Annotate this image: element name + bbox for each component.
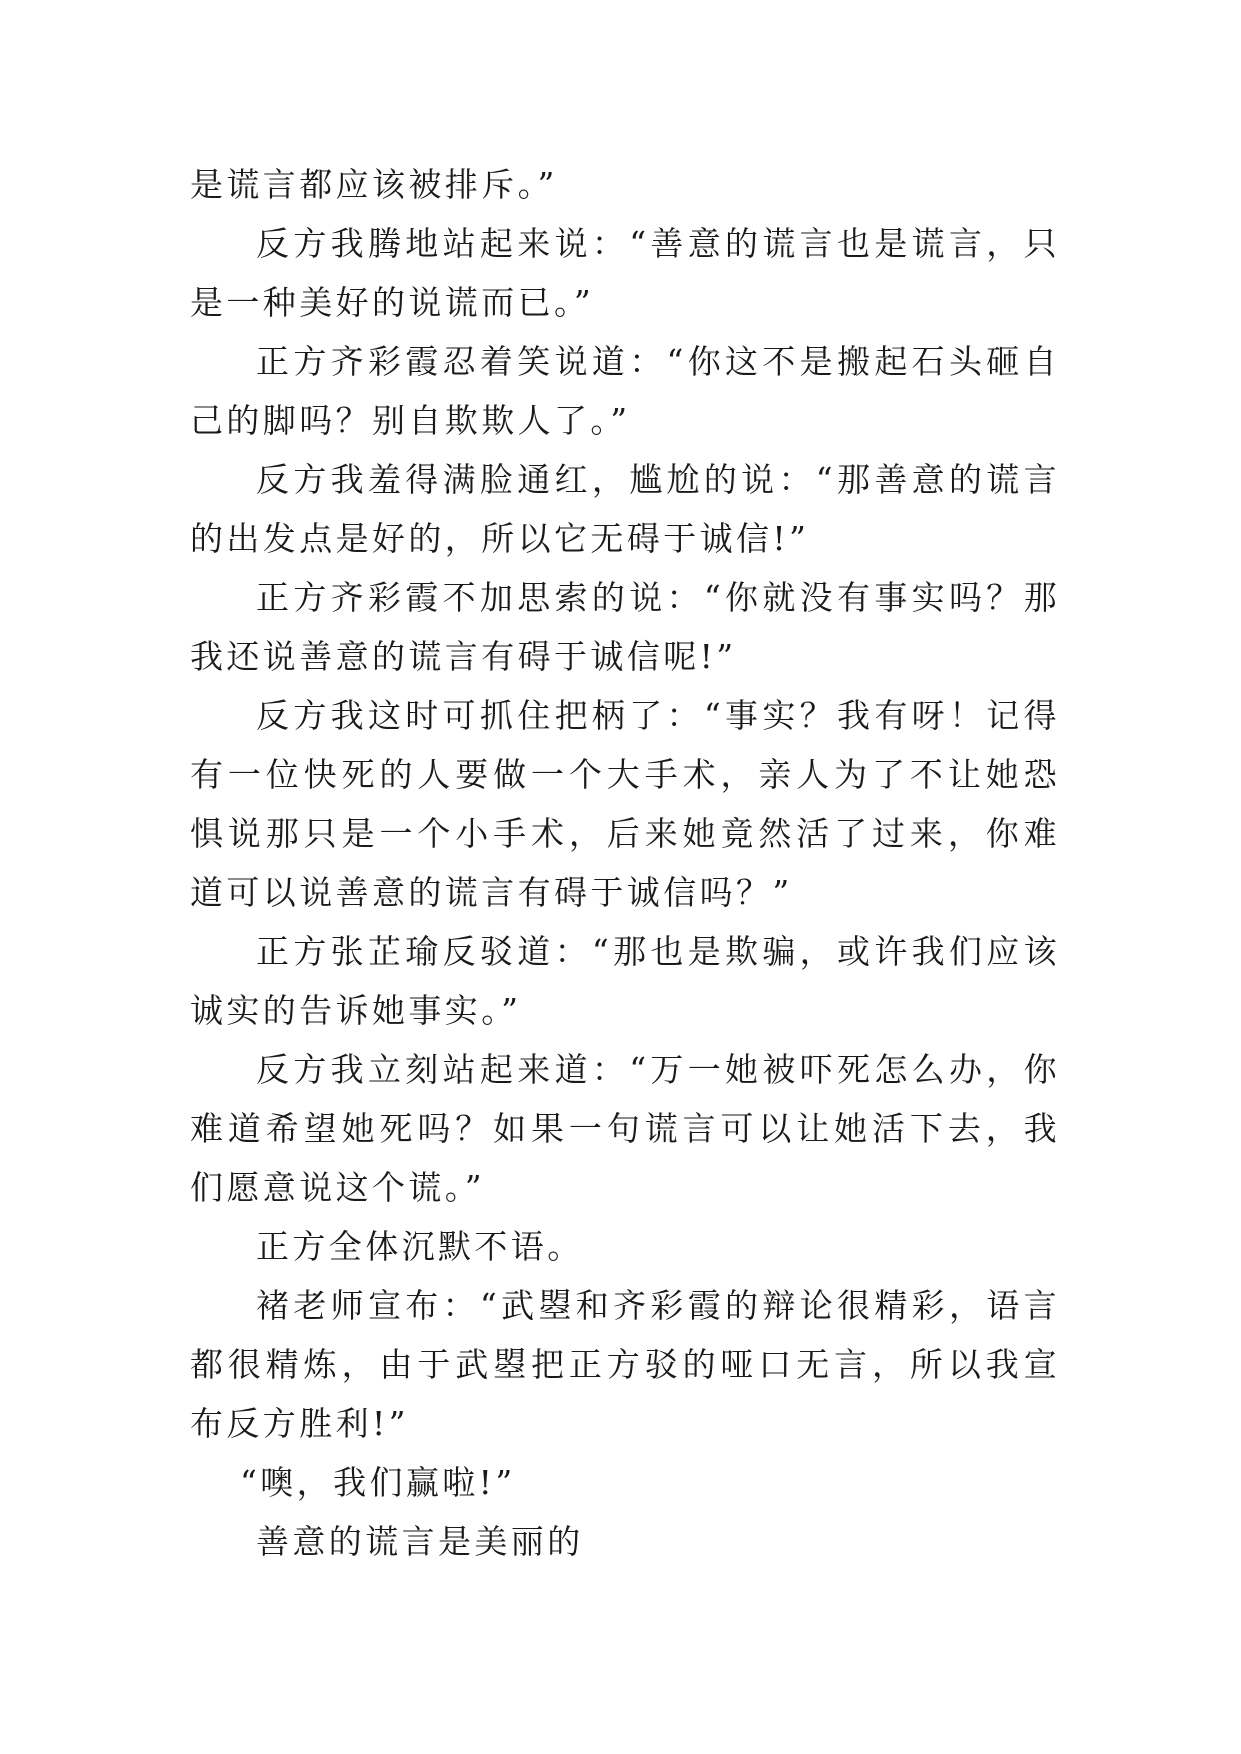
paragraph: “噢，我们赢啦!”: [240, 1463, 516, 1502]
paragraph-continuation: 是谎言都应该被排斥。”: [190, 165, 558, 204]
paragraph: 反方我立刻站起来道：“万一她被吓死怎么办，你难道希望她死吗？如果一句谎言可以让她活下去，我们愿意说这个谎。”: [190, 1050, 1060, 1207]
document-body: [190, 155, 1060, 1571]
paragraph: 反方我羞得满脸通红，尴尬的说：“那善意的谎言的出发点是好的，所以它无碍于诚信!”: [190, 460, 1060, 558]
paragraph: 正方张芷瑜反驳道：“那也是欺骗，或许我们应该诚实的告诉她事实。”: [190, 932, 1060, 1030]
paragraph: 正方全体沉默不语。: [256, 1227, 584, 1266]
paragraph: 褚老师宣布：“武曌和齐彩霞的辩论很精彩，语言都很精炼，由于武曌把正方驳的哑口无言，所以我宣布反方胜利!”: [190, 1286, 1060, 1443]
paragraph: 正方齐彩霞不加思索的说：“你就没有事实吗？那我还说善意的谎言有碍于诚信呢!”: [190, 578, 1060, 676]
paragraph: 正方齐彩霞忍着笑说道：“你这不是搬起石头砸自己的脚吗？别自欺欺人了。”: [190, 342, 1060, 440]
paragraph: 善意的谎言是美丽的: [256, 1522, 584, 1561]
paragraph: 反方我这时可抓住把柄了：“事实？我有呀！记得有一位快死的人要做一个大手术，亲人为了不让她恐惧说那只是一个小手术，后来她竟然活了过来，你难道可以说善意的谎言有碍于诚信吗？”: [190, 696, 1060, 912]
paragraph: 反方我腾地站起来说：“善意的谎言也是谎言，只是一种美好的说谎而已。”: [190, 224, 1060, 322]
